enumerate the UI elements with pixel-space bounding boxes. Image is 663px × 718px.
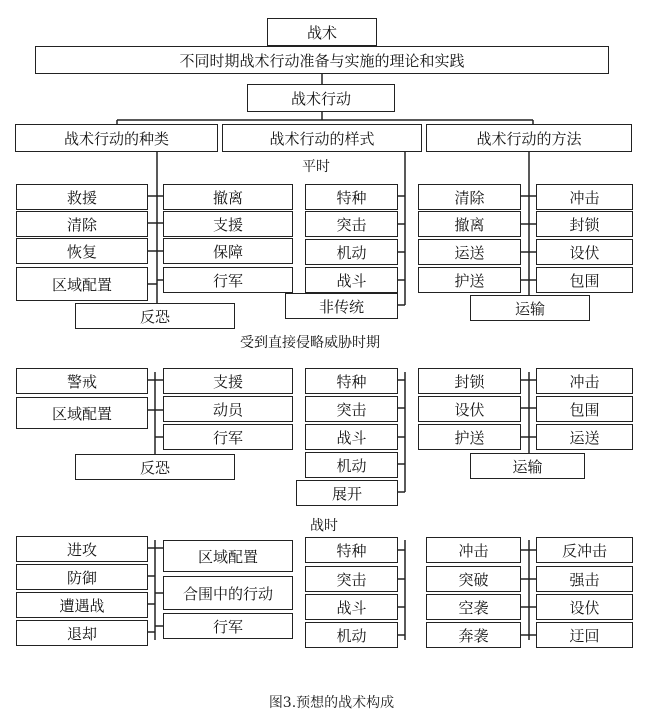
threat-type-shared: 反恐: [75, 454, 235, 480]
category-styles: 战术行动的样式: [222, 124, 422, 152]
war-style: 战斗: [305, 594, 398, 620]
war-type-a: 防御: [16, 564, 148, 590]
war-type-a: 遭遇战: [16, 592, 148, 618]
peace-method-b: 冲击: [536, 184, 633, 210]
war-method-a: 冲击: [426, 537, 521, 563]
peace-method-a: 运送: [418, 239, 521, 265]
threat-method-b: 运送: [536, 424, 633, 450]
war-method-b: 反冲击: [536, 537, 633, 563]
war-type-b: 行军: [163, 613, 293, 639]
peace-type-a: 恢复: [16, 238, 148, 264]
threat-type-b: 行军: [163, 424, 293, 450]
category-types: 战术行动的种类: [15, 124, 218, 152]
threat-style: 机动: [305, 452, 398, 478]
war-style: 突击: [305, 566, 398, 592]
threat-type-b: 支援: [163, 368, 293, 394]
threat-type-b: 动员: [163, 396, 293, 422]
peace-method-a: 护送: [418, 267, 521, 293]
war-style: 机动: [305, 622, 398, 648]
war-type-a: 进攻: [16, 536, 148, 562]
threat-method-a: 设伏: [418, 396, 521, 422]
peace-style: 突击: [305, 211, 398, 237]
root-box: 战术: [267, 18, 377, 46]
peace-method-b: 包围: [536, 267, 633, 293]
war-style: 特种: [305, 537, 398, 563]
peace-style: 机动: [305, 239, 398, 265]
threat-type-a: 警戒: [16, 368, 148, 394]
threat-method-a: 封锁: [418, 368, 521, 394]
peace-type-a: 清除: [16, 211, 148, 237]
war-method-a: 空袭: [426, 594, 521, 620]
action-box: 战术行动: [247, 84, 395, 112]
peace-type-a: 区域配置: [16, 267, 148, 301]
threat-method-shared: 运输: [470, 453, 585, 479]
peace-type-a: 救援: [16, 184, 148, 210]
peace-style: 战斗: [305, 267, 398, 293]
category-methods: 战术行动的方法: [426, 124, 632, 152]
war-method-b: 强击: [536, 566, 633, 592]
threat-style: 突击: [305, 396, 398, 422]
peace-type-b: 支援: [163, 211, 293, 237]
peace-type-b: 行军: [163, 267, 293, 293]
peace-style: 非传统: [285, 293, 398, 319]
definition-box: 不同时期战术行动准备与实施的理论和实践: [35, 46, 609, 74]
threat-method-b: 冲击: [536, 368, 633, 394]
peace-method-shared: 运输: [470, 295, 590, 321]
threat-method-b: 包围: [536, 396, 633, 422]
peace-style: 特种: [305, 184, 398, 210]
peace-method-a: 撤离: [418, 211, 521, 237]
war-type-b: 区域配置: [163, 540, 293, 572]
peace-type-b: 保障: [163, 238, 293, 264]
threat-style: 战斗: [305, 424, 398, 450]
threat-style: 展开: [296, 480, 398, 506]
peace-method-b: 设伏: [536, 239, 633, 265]
period-war: 战时: [310, 518, 338, 534]
peace-type-shared: 反恐: [75, 303, 235, 329]
figure-caption: 图3.预想的战术构成: [268, 695, 395, 711]
period-peace: 平时: [302, 159, 330, 175]
threat-style: 特种: [305, 368, 398, 394]
war-method-a: 突破: [426, 566, 521, 592]
war-method-b: 设伏: [536, 594, 633, 620]
threat-method-a: 护送: [418, 424, 521, 450]
war-method-b: 迂回: [536, 622, 633, 648]
war-method-a: 奔袭: [426, 622, 521, 648]
threat-type-a: 区域配置: [16, 397, 148, 429]
peace-type-b: 撤离: [163, 184, 293, 210]
peace-method-a: 清除: [418, 184, 521, 210]
war-type-a: 退却: [16, 620, 148, 646]
peace-method-b: 封锁: [536, 211, 633, 237]
period-threat: 受到直接侵略威胁时期: [240, 335, 380, 351]
war-type-b: 合围中的行动: [163, 576, 293, 610]
